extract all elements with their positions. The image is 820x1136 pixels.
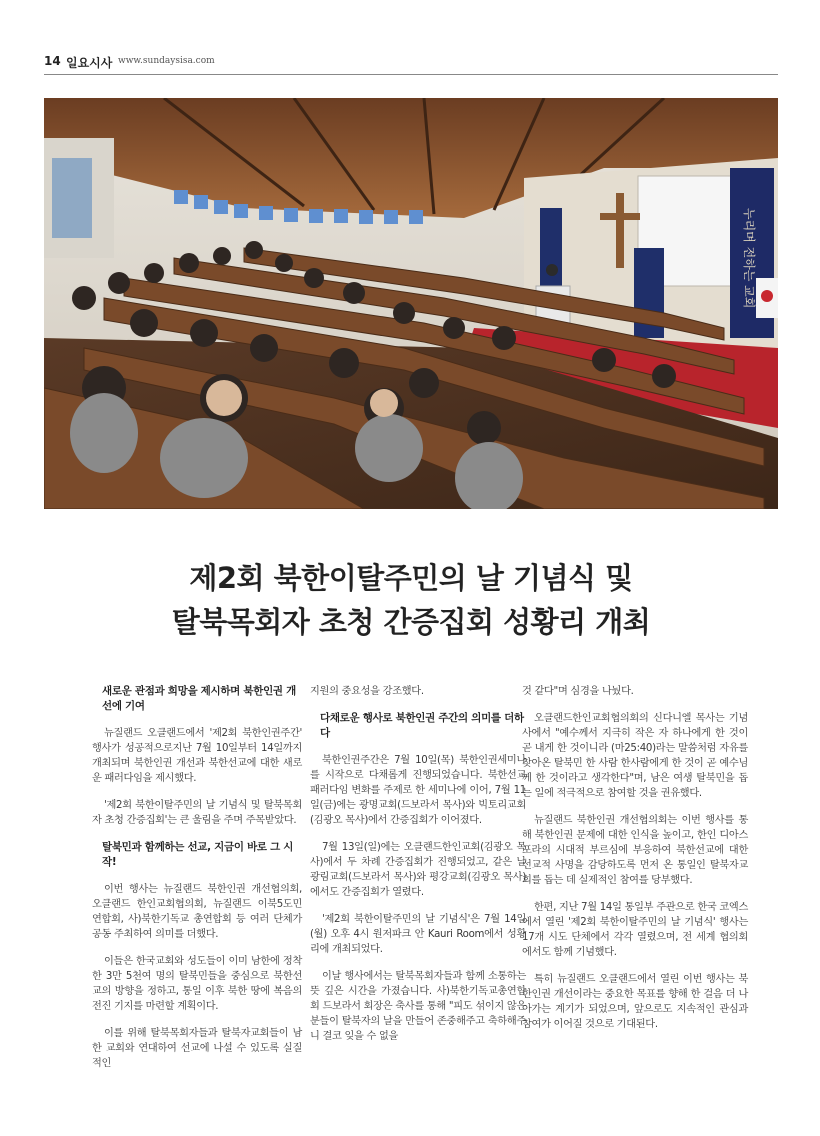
paragraph: 북한인권주간은 7월 10일(목) 북한인권세미나를 시작으로 다채롭게 진행되었습니다. 북한선교 패러다임 변화를 주제로 한 세미나에 이어, 7월 11일(금)에는 광명교회(드보라서 목사)와 빅토리교회(김광오 목사)에서 간증집회가 이어졌다. [310,755,526,826]
site-url: www.sundaysisa.com [118,56,215,66]
paragraph-continued: 것 같다"며 심경을 나눴다. [522,686,634,697]
banner-text: 누리며 전하는 교회 [742,208,756,309]
article-column-2 [310,684,526,1056]
headline [44,556,778,644]
subheading: 새로운 관점과 희망을 제시하며 북한인권 개선에 기여 [102,685,296,712]
page-number: 14 [44,54,61,68]
paragraph: 이날 행사에서는 탈북목회자들과 함께 소통하는 뜻 깊은 시간을 가졌습니다. 사)북한기독교총연합회 드보라서 회장은 축사를 통해 "피도 섞이지 않은 분들이 탈북자의 날을 만들어 존중해주고 축하해주니 결코 잊을 수 없을 [310,971,526,1042]
paragraph: 한편, 지난 7월 14일 통일부 주관으로 한국 코엑스에서 열린 '제2회 북한이탈주민의 날 기념식' 행사는 17개 시도 단체에서 각각 열렸으며, 전 세계 협의회에서도 함께 기념했다. [522,902,748,958]
paragraph: 특히 뉴질랜드 오클랜드에서 열린 이번 행사는 북한인권 개선이라는 중요한 목표를 향해 한 걸음 더 나아가는 계기가 되었으며, 앞으로도 지속적인 관심과 참여가 이어질 것으로 기대된다. [522,974,748,1030]
paragraph: '제2회 북한이탈주민의 날 기념식'은 7월 14일(월) 오후 4시 원저파크 안 Kauri Room에서 성황리에 개최되었다. [310,914,526,955]
article-column-1 [92,684,302,1083]
paragraph-continued: 지원의 중요성을 강조했다. [310,686,424,697]
paragraph: 이를 위해 탈북목회자들과 탈북자교회들이 남한 교회와 연대하여 선교에 나설 수 있도록 실질적인 [92,1028,302,1069]
paragraph: 뉴질랜드 오클랜드에서 '제2회 북한인권주간' 행사가 성공적으로지난 7월 10일부터 14일까지 개최되며 북한인권 개선과 북한선교에 대한 새로운 패러다임을 제시했다. [92,728,302,784]
church-event-photo [44,98,778,509]
paragraph: 뉴질랜드 북한인권 개선협의회는 이번 행사를 통해 북한인권 문제에 대한 인식을 높이고, 한인 디아스포라의 시대적 부르심에 부응하여 북한선교에 대한 선교적 사명을 감당하도록 먼저 온 통일인 탈북자교회를 돕는 데 실제적인 참여를 당부했다. [522,815,748,886]
header-rule [44,74,778,75]
subheading: 탈북민과 함께하는 선교, 지금이 바로 그 시작! [102,841,294,868]
paragraph: 오클랜드한인교회협의회의 신다니엘 목사는 기념사에서 "예수께서 지극히 작은 자 하나에게 한 것이 곧 내게 한 것이니라 (마25:40)라는 말씀처럼 자유를 찾아온 탈북민 한 사람 한사람에게 한 것이 곧 예수님께 한 것이라고 생각한다"며, 남은 여생 탈북민을 돕는 일에 적극적으로 참여할 것을 권유했다. [522,713,748,799]
page-header [44,54,778,74]
publication-name: 일요시사 [66,56,113,70]
headline-line-1: 제2회 북한이탈주민의 날 기념식 및 [189,561,633,595]
subheading: 다채로운 행사로 북한인권 주간의 의미를 더하다 [320,712,524,739]
headline-line-2: 탈북목회자 초청 간증집회 성황리 개최 [171,605,651,639]
paragraph: 7월 13일(일)에는 오클랜드한인교회(김광오 목사)에서 두 차례 간증집회가 진행되었고, 같은 날 광림교회(드보라서 목사)와 평강교회(김광오 목사)에서도 간증집회가 열렸다. [310,842,526,898]
paragraph: '제2회 북한이탈주민의 날 기념식 및 탈북목회자 초청 간증집회'는 큰 울림을 주며 주목받았다. [92,800,302,826]
article-column-3 [522,684,748,1044]
paragraph: 이번 행사는 뉴질랜드 북한인권 개선협의회, 오클랜드 한인교회협의회, 뉴질랜드 이북5도민 연합회, 사)북한기독교 총연합회 등 여러 단체가 공동 주최하여 의미를 더했다. [92,884,302,940]
paragraph: 이들은 한국교회와 성도들이 이미 남한에 정착한 3만 5천여 명의 탈북민들을 중심으로 북한선교의 방향을 정하고, 통일 이후 북한 땅에 복음의 전진 기지를 마련할 계획이다. [92,956,302,1012]
